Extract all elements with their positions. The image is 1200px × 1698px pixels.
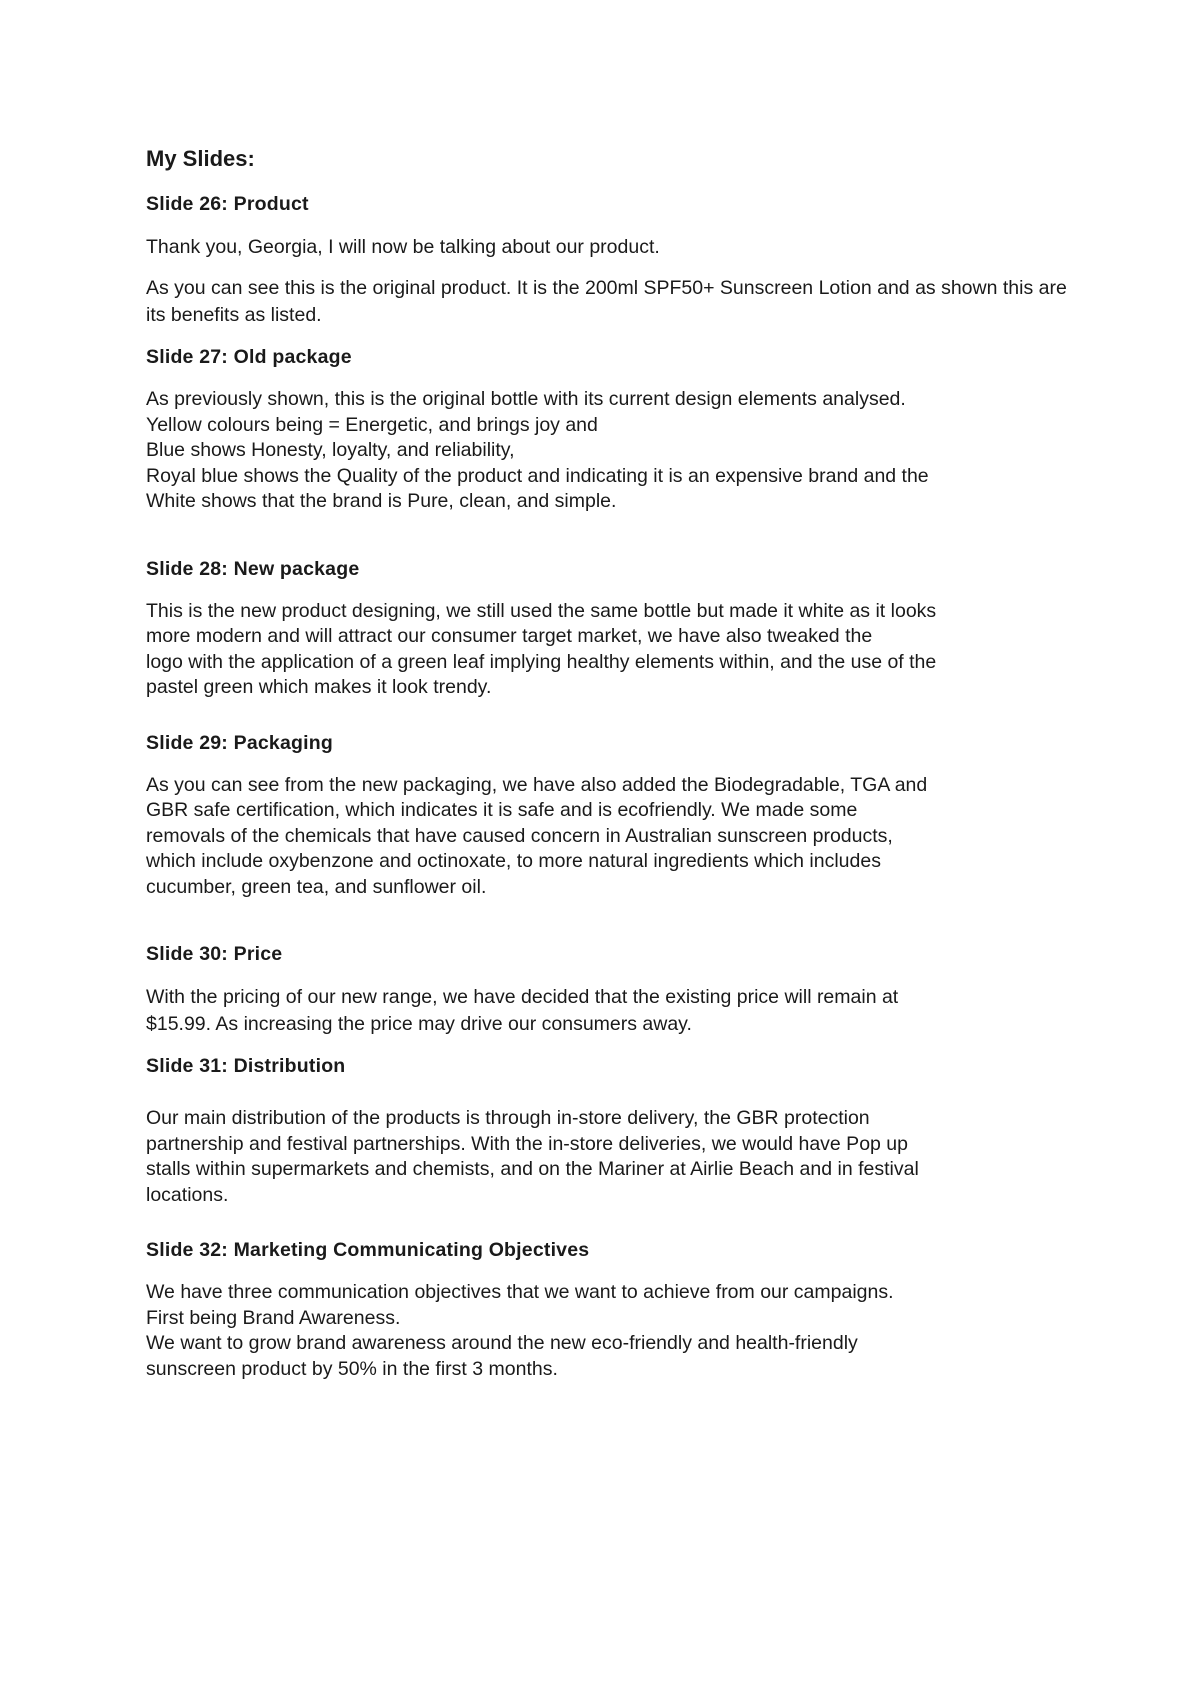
text-line: stalls within supermarkets and chemists, and on the Mariner at Airlie Beach and in festival [146,1158,919,1180]
section-slide-27 [146,343,1076,515]
text-line: Blue shows Honesty, loyalty, and reliability, [146,439,515,461]
section-slide-26 [146,190,1076,329]
paragraph: As you can see this is the original product. It is the 200ml SPF50+ Sunscreen Lotion and as shown this are its benefits as listed. [146,277,1067,326]
text-line: As you can see from the new packaging, we have also added the Biodegradable, TGA and [146,773,928,796]
text-line: First being Brand Awareness. [146,1306,401,1329]
paragraph [146,599,1076,701]
text-line: GBR safe certification, which indicates it is safe and is ecofriendly. We made some [146,799,858,821]
section-heading: Slide 30: Price [146,943,283,965]
paragraph [146,984,1076,1038]
text-line: more modern and will attract our consumer target market, we have also tweaked the [146,625,873,647]
text-line: This is the new product designing, we still used the same bottle but made it white as it looks [146,599,937,622]
section-heading: Slide 31: Distribution [146,1055,346,1077]
text-line: $15.99. As increasing the price may drive our consumers away. [146,1013,692,1035]
section-slide-32 [146,1236,1076,1382]
text-line: sunscreen product by 50% in the first 3 months. [146,1357,558,1380]
paragraph [146,773,1076,901]
section-slide-31 [146,1052,1076,1208]
text-line: Royal blue shows the Quality of the product and indicating it is an expensive brand and the [146,464,929,487]
section-heading: Slide 26: Product [146,193,309,215]
text-line: White shows that the brand is Pure, clean, and simple. [146,490,617,512]
text-line: locations. [146,1183,229,1206]
text-line: logo with the application of a green leaf implying healthy elements within, and the use of the [146,650,937,673]
paragraph [146,1280,1076,1382]
section-heading: Slide 28: New package [146,557,360,580]
section-slide-28 [146,555,1076,701]
paragraph [146,1106,1076,1208]
text-line: We want to grow brand awareness around the new eco-friendly and health-friendly [146,1332,858,1354]
text-line: Our main distribution of the products is through in-store delivery, the GBR protection [146,1107,870,1129]
section-heading: Slide 32: Marketing Communicating Objectives [146,1239,590,1261]
text-line: With the pricing of our new range, we have decided that the existing price will remain at [146,986,899,1008]
text-line: removals of the chemicals that have caused concern in Australian sunscreen products, [146,824,893,847]
section-heading: Slide 29: Packaging [146,731,333,754]
document-page [146,142,1076,1396]
section-slide-30 [146,940,1076,1038]
text-line: cucumber, green tea, and sunflower oil. [146,875,487,898]
paragraph [146,387,1076,515]
text-line: Yellow colours being = Energetic, and brings joy and [146,413,598,436]
document-title: My Slides: [146,146,255,171]
section-heading: Slide 27: Old package [146,346,352,368]
text-line: As previously shown, this is the original bottle with its current design elements analysed. [146,388,906,410]
paragraph: Thank you, Georgia, I will now be talking about our product. [146,236,660,258]
text-line: which include oxybenzone and octinoxate, to more natural ingredients which includes [146,850,881,872]
text-line: pastel green which makes it look trendy. [146,676,492,698]
text-line: partnership and festival partnerships. With the in-store deliveries, we would have Pop up [146,1132,908,1155]
section-slide-29 [146,729,1076,901]
text-line: We have three communication objectives that we want to achieve from our campaigns. [146,1281,894,1303]
